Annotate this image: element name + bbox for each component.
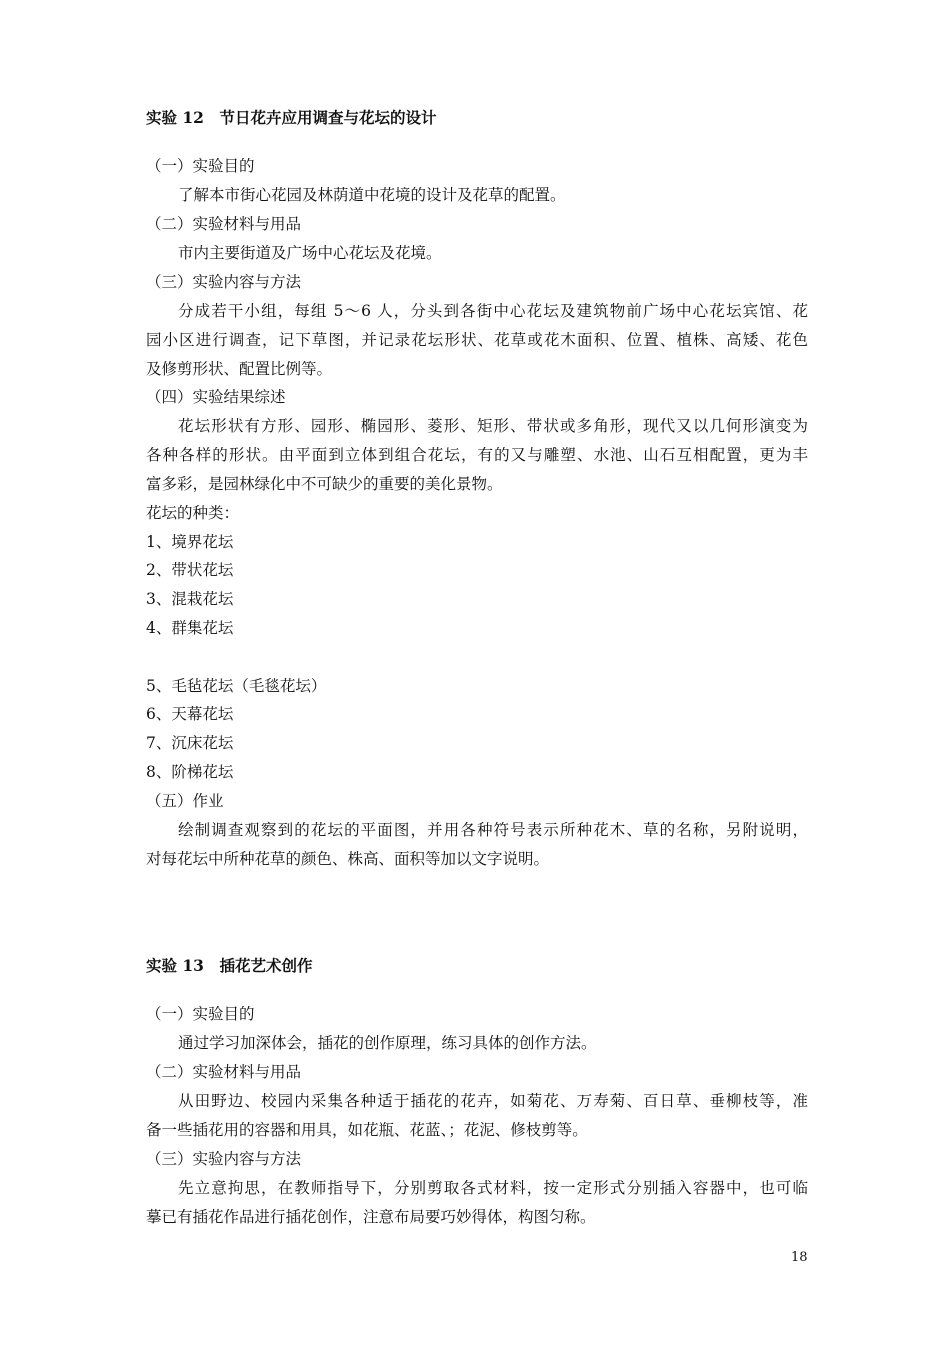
flowerbed-type-item: 6、天幕花坛 xyxy=(146,705,234,723)
exp13-title: 实验 13 插花艺术创作 xyxy=(146,956,313,975)
exp12-results-line: 各种各样的形状。由平面到立体到组合花坛，有的又与雕塑、水池、山石互相配置，更为丰 xyxy=(146,446,808,464)
flowerbed-types-heading: 花坛的种类： xyxy=(146,504,240,522)
exp12-title: 实验 12 节日花卉应用调查与花坛的设计 xyxy=(146,108,437,127)
exp12-purpose-body: 了解本市街心花园及林荫道中花境的设计及花草的配置。 xyxy=(178,186,566,204)
exp12-method-line: 园小区进行调查，记下草图，并记录花坛形状、花草或花木面积、位置、植株、高矮、花色 xyxy=(146,331,808,349)
exp13-purpose-body: 通过学习加深体会，插花的创作原理，练习具体的创作方法。 xyxy=(178,1034,597,1052)
exp13-materials-line: 备一些插花用的容器和用具，如花瓶、花蓝、；花泥、修枝剪等。 xyxy=(146,1121,588,1139)
exp12-method-heading: （三）实验内容与方法 xyxy=(146,273,302,291)
exp12-homework-heading: （五）作业 xyxy=(146,792,224,810)
flowerbed-type-item: 7、沉床花坛 xyxy=(146,734,234,752)
exp13-materials-line: 从田野边、校园内采集各种适于插花的花卉，如菊花、万寿菊、百日草、垂柳枝等，准 xyxy=(178,1092,808,1110)
flowerbed-type-item: 2、带状花坛 xyxy=(146,561,234,579)
exp12-homework-line: 对每花坛中所种花草的颜色、株高、面积等加以文字说明。 xyxy=(146,850,550,868)
exp12-method-line: 及修剪形状、配置比例等。 xyxy=(146,360,333,378)
exp13-method-heading: （三）实验内容与方法 xyxy=(146,1150,302,1168)
exp12-materials-body: 市内主要街道及广场中心花坛及花境。 xyxy=(178,244,442,262)
exp13-method-line: 摹已有插花作品进行插花创作，注意布局要巧妙得体，构图匀称。 xyxy=(146,1208,596,1226)
flowerbed-type-item: 8、阶梯花坛 xyxy=(146,763,234,781)
exp12-results-heading: （四）实验结果综述 xyxy=(146,388,286,406)
flowerbed-type-item: 1、境界花坛 xyxy=(146,533,234,551)
exp12-purpose-heading: （一）实验目的 xyxy=(146,157,255,175)
exp12-homework-line: 绘制调查观察到的花坛的平面图，并用各种符号表示所种花木、草的名称，另附说明， xyxy=(178,821,808,839)
flowerbed-type-item: 3、混栽花坛 xyxy=(146,590,234,608)
flowerbed-type-item: 5、毛毡花坛（毛毯花坛） xyxy=(146,677,327,695)
exp12-results-line: 富多彩，是园林绿化中不可缺少的重要的美化景物。 xyxy=(146,475,503,493)
page-number: 18 xyxy=(791,1250,808,1265)
exp13-materials-heading: （二）实验材料与用品 xyxy=(146,1063,302,1081)
flowerbed-type-item: 4、群集花坛 xyxy=(146,619,234,637)
exp12-method-line: 分成若干小组，每组 5～6 人，分头到各街中心花坛及建筑物前广场中心花坛宾馆、花 xyxy=(178,302,808,320)
exp12-materials-heading: （二）实验材料与用品 xyxy=(146,215,302,233)
exp13-method-line: 先立意拘思，在教师指导下，分别剪取各式材料，按一定形式分别插入容器中，也可临 xyxy=(178,1179,808,1197)
exp13-purpose-heading: （一）实验目的 xyxy=(146,1005,255,1023)
exp12-results-line: 花坛形状有方形、园形、椭园形、菱形、矩形、带状或多角形，现代又以几何形演变为 xyxy=(178,417,808,435)
